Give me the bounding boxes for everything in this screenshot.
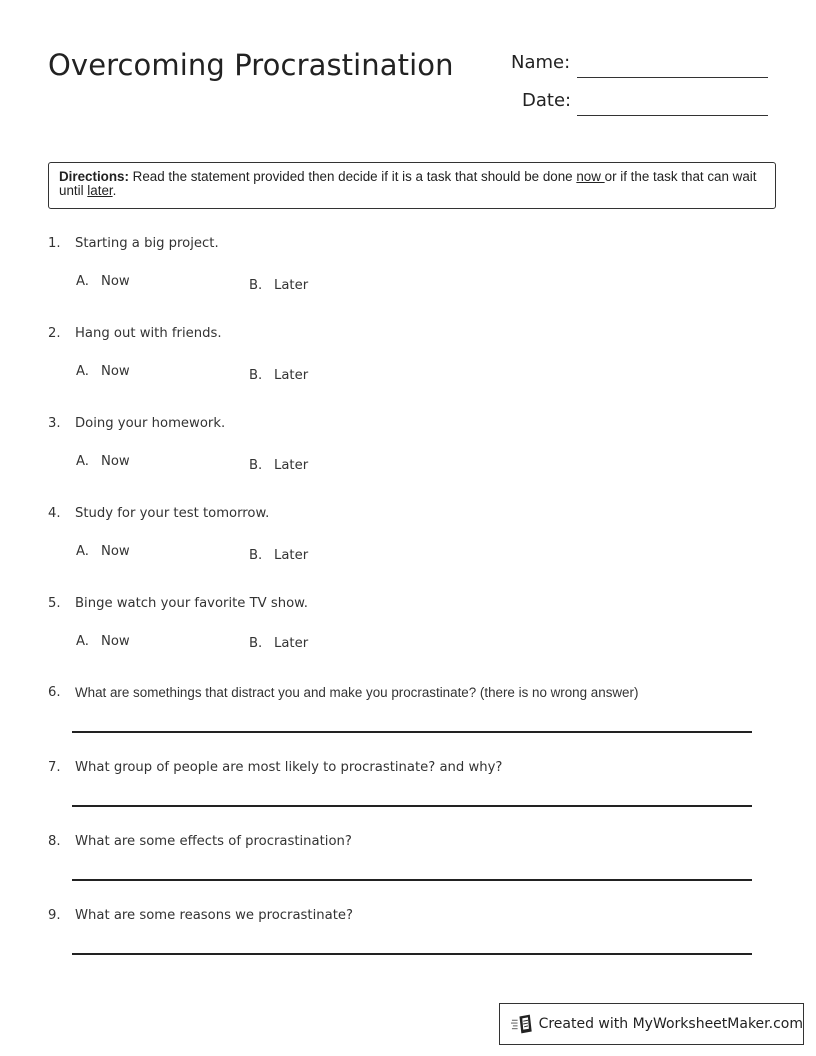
option-a[interactable] [76,274,130,289]
option-label: Now [101,544,130,559]
option-label: Later [274,548,309,563]
worksheet-maker-logo-icon [511,1012,534,1036]
answer-line[interactable] [72,805,752,807]
question-number: 2. [48,326,61,341]
option-letter: B. [249,636,263,651]
option-b[interactable] [249,548,308,563]
question-number: 8. [48,834,61,849]
answer-line[interactable] [72,879,752,881]
option-a[interactable] [76,634,130,649]
date-label: Date: [522,90,572,111]
question-number: 1. [48,236,61,251]
footer-badge[interactable] [499,1003,804,1045]
option-a[interactable] [76,364,130,379]
option-letter: A. [76,544,89,559]
option-letter: A. [76,364,89,379]
question-number: 7. [48,760,61,775]
question-text: Doing your homework. [75,416,226,431]
option-label: Now [101,364,130,379]
option-label: Later [274,278,309,293]
question-text: What group of people are most likely to procrastinate? and why? [75,760,503,775]
name-label: Name: [511,52,571,73]
question-text: Hang out with friends. [75,326,222,341]
option-label: Now [101,274,130,289]
question-text: Study for your test tomorrow. [75,506,270,521]
directions-text: Read the statement provided then decide if it is a task that should be done [128,169,577,184]
worksheet-title: Overcoming Procrastination [48,48,454,82]
option-label: Later [274,458,309,473]
answer-line[interactable] [72,731,752,733]
option-b[interactable] [249,458,308,473]
option-label: Later [274,636,309,651]
option-letter: B. [249,548,263,563]
date-field-line[interactable] [577,115,768,116]
option-letter: B. [249,458,263,473]
question-text: Binge watch your favorite TV show. [75,596,308,611]
option-label: Now [101,634,130,649]
directions-text-end: . [112,183,117,198]
option-a[interactable] [76,544,130,559]
option-b[interactable] [249,368,308,383]
directions-now: now [576,169,605,184]
question-number: 5. [48,596,61,611]
directions-later: later [87,183,113,198]
directions-label: Directions: [59,169,129,184]
option-letter: B. [249,368,263,383]
option-b[interactable] [249,278,308,293]
option-label: Later [274,368,309,383]
question-number: 4. [48,506,61,521]
option-label: Now [101,454,130,469]
question-text: What are somethings that distract you and make you procrastinate? (there is no wrong answer) [75,685,639,700]
directions-box [48,162,776,209]
option-b[interactable] [249,636,308,651]
question-text: What are some effects of procrastination? [75,834,352,849]
option-letter: A. [76,454,89,469]
option-a[interactable] [76,454,130,469]
question-text: Starting a big project. [75,236,219,251]
question-number: 3. [48,416,61,431]
answer-line[interactable] [72,953,752,955]
option-letter: B. [249,278,263,293]
question-number: 9. [48,908,61,923]
name-field-line[interactable] [577,77,768,78]
question-number: 6. [48,685,61,700]
directions-text-middle: or if the task that can wait until [59,169,757,198]
option-letter: A. [76,634,89,649]
option-letter: A. [76,274,89,289]
question-text: What are some reasons we procrastinate? [75,908,353,923]
footer-text: Created with MyWorksheetMaker.com [538,1016,803,1032]
